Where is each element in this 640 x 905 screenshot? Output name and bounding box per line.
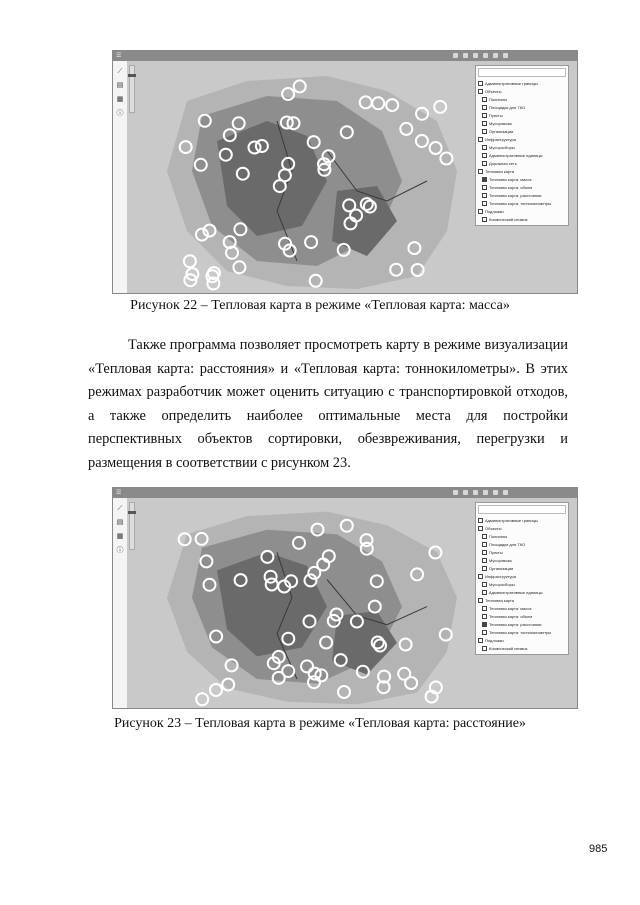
figure-22-heat-map-mass	[112, 50, 578, 294]
layer-label: Тепловая карта: расстояния	[489, 622, 542, 627]
layer-item[interactable]	[478, 176, 566, 184]
layer-label: Тепловая карта	[485, 598, 515, 603]
layer-item[interactable]	[478, 525, 566, 533]
layer-checkbox[interactable]	[478, 638, 483, 643]
layer-item[interactable]	[478, 597, 566, 605]
toolbar-button[interactable]	[473, 490, 478, 495]
layer-item[interactable]	[478, 589, 566, 597]
layer-checkbox[interactable]	[482, 582, 487, 587]
layer-label: Тепловая карта: расстояния	[489, 193, 542, 198]
layer-checkbox[interactable]	[482, 185, 487, 190]
layer-label: Тепловая карта: масса	[489, 177, 532, 182]
layer-label: Мусоровозы	[489, 121, 513, 126]
layer-label: Мусоросборы	[489, 582, 515, 587]
toolbar-button[interactable]	[463, 490, 468, 495]
layer-item[interactable]	[478, 192, 566, 200]
layer-label: Космический снимок	[489, 217, 528, 222]
layer-checkbox[interactable]	[482, 630, 487, 635]
layer-checkbox[interactable]	[478, 89, 483, 94]
layer-label: Площадки для ТКО	[489, 105, 526, 110]
layer-item[interactable]	[478, 549, 566, 557]
layer-label: Мусоросборы	[489, 145, 515, 150]
layer-label: Административные границы	[485, 81, 538, 86]
layer-item[interactable]	[478, 136, 566, 144]
menu-icon[interactable]: ☰	[116, 52, 122, 59]
zoom-knob[interactable]	[128, 511, 136, 514]
layers-icon[interactable]: ▤	[116, 518, 124, 526]
left-toolbar	[113, 498, 128, 708]
layer-label: Объекты	[485, 89, 502, 94]
layer-checkbox[interactable]	[482, 542, 487, 547]
layer-label: Тепловая карта: тоннокилометры	[489, 630, 552, 635]
layer-checkbox[interactable]	[482, 121, 487, 126]
layer-item[interactable]	[478, 80, 566, 88]
layer-label: Административные единицы	[489, 590, 543, 595]
layers-panel	[475, 502, 569, 655]
body-paragraph-block	[88, 334, 568, 476]
layer-checkbox[interactable]	[482, 153, 487, 158]
left-toolbar	[113, 61, 128, 293]
layer-item[interactable]	[478, 621, 566, 629]
info-icon[interactable]: ⓘ	[116, 546, 124, 554]
layer-label: Тепловая карта: масса	[489, 606, 532, 611]
layer-item[interactable]	[478, 517, 566, 525]
layer-label: Пункты	[489, 113, 503, 118]
layer-item[interactable]	[478, 573, 566, 581]
body-paragraph: Также программа позволяет просмотреть карту в режиме визуализации «Тепловая карта: расстояния» и «Тепловая карта: тоннокилометры». В этих режимах разработчик может оценить ситуацию с транспортировкой отходов, а также определить наиболее оптимальные места для постройки перспективных объектов сортировки, обезвреживания, перегрузки и размещения в соответствии с рисунком 23.	[88, 337, 568, 471]
layer-item[interactable]	[478, 144, 566, 152]
layer-item[interactable]	[478, 541, 566, 549]
ruler-icon[interactable]: ⟋	[117, 504, 123, 512]
layer-item[interactable]	[478, 112, 566, 120]
layers-list	[476, 79, 568, 225]
layer-label: Дорожная сеть	[489, 161, 517, 166]
page-number: 985	[589, 843, 608, 855]
layer-item[interactable]	[478, 88, 566, 96]
layer-label: Административные единицы	[489, 153, 543, 158]
layer-label: Организации	[489, 566, 514, 571]
layer-checkbox[interactable]	[482, 622, 487, 627]
layer-item[interactable]	[478, 168, 566, 176]
layer-item[interactable]	[478, 637, 566, 645]
layer-item[interactable]	[478, 605, 566, 613]
layer-checkbox[interactable]	[482, 177, 487, 182]
layer-checkbox[interactable]	[482, 193, 487, 198]
layer-item[interactable]	[478, 645, 566, 653]
layer-item[interactable]	[478, 533, 566, 541]
layer-item[interactable]	[478, 120, 566, 128]
ruler-icon[interactable]: ⟋	[117, 67, 123, 75]
toolbar-button[interactable]	[483, 53, 488, 58]
layer-label: Подложки	[485, 638, 504, 643]
layer-checkbox[interactable]	[482, 145, 487, 150]
layer-item[interactable]	[478, 557, 566, 565]
layer-checkbox[interactable]	[482, 550, 487, 555]
layer-item[interactable]	[478, 152, 566, 160]
zoom-knob[interactable]	[128, 74, 136, 77]
layer-item[interactable]	[478, 184, 566, 192]
print-icon[interactable]: ▦	[116, 95, 124, 103]
layer-checkbox[interactable]	[482, 129, 487, 134]
layer-item[interactable]	[478, 629, 566, 637]
layer-item[interactable]	[478, 160, 566, 168]
zoom-slider[interactable]	[129, 502, 135, 550]
layer-label: Организации	[489, 129, 514, 134]
layer-item[interactable]	[478, 208, 566, 216]
map-app-screenshot	[113, 51, 577, 293]
layer-checkbox[interactable]	[482, 646, 487, 651]
toolbar-button[interactable]	[483, 490, 488, 495]
toolbar-button[interactable]	[503, 53, 508, 58]
layer-checkbox[interactable]	[482, 614, 487, 619]
toolbar-button[interactable]	[503, 490, 508, 495]
layer-label: Тепловая карта: тоннокилометры	[489, 201, 552, 206]
layer-item[interactable]	[478, 96, 566, 104]
layer-item[interactable]	[478, 613, 566, 621]
layer-label: Пункты	[489, 550, 503, 555]
layers-list	[476, 516, 568, 654]
toolbar-button[interactable]	[453, 53, 458, 58]
toolbar-button[interactable]	[453, 490, 458, 495]
layer-checkbox[interactable]	[478, 526, 483, 531]
layer-label: Полигоны	[489, 97, 508, 102]
layer-item[interactable]	[478, 565, 566, 573]
layer-label: Тепловая карта: объем	[489, 614, 533, 619]
layer-label: Инфраструктура	[485, 137, 516, 142]
layer-checkbox[interactable]	[482, 161, 487, 166]
layer-checkbox[interactable]	[482, 105, 487, 110]
layer-label: Полигоны	[489, 534, 508, 539]
layer-checkbox[interactable]	[478, 209, 483, 214]
toolbar-button[interactable]	[463, 53, 468, 58]
layer-label: Подложки	[485, 209, 504, 214]
layer-label: Площадки для ТКО	[489, 542, 526, 547]
layer-item[interactable]	[478, 200, 566, 208]
layer-checkbox[interactable]	[478, 574, 483, 579]
figure-23-heat-map-distance	[112, 487, 578, 709]
figure-23-caption: Рисунок 23 – Тепловая карта в режиме «Тепловая карта: расстояние»	[114, 716, 526, 731]
layer-item[interactable]	[478, 581, 566, 589]
toolbar-button[interactable]	[473, 53, 478, 58]
layer-checkbox[interactable]	[478, 137, 483, 142]
app-header-bar	[113, 488, 577, 498]
zoom-slider[interactable]	[129, 65, 135, 113]
toolbar-button[interactable]	[493, 490, 498, 495]
layers-panel	[475, 65, 569, 226]
figure-22-caption: Рисунок 22 – Тепловая карта в режиме «Тепловая карта: масса»	[130, 298, 510, 313]
layer-label: Инфраструктура	[485, 574, 516, 579]
layer-label: Административные границы	[485, 518, 538, 523]
layers-search-input[interactable]	[478, 505, 566, 514]
menu-icon[interactable]: ☰	[116, 489, 122, 496]
layer-checkbox[interactable]	[482, 201, 487, 206]
layer-checkbox[interactable]	[482, 113, 487, 118]
map-app-screenshot	[113, 488, 577, 708]
layer-item[interactable]	[478, 104, 566, 112]
layer-checkbox[interactable]	[482, 217, 487, 222]
layer-label: Космический снимок	[489, 646, 528, 651]
layer-checkbox[interactable]	[478, 169, 483, 174]
layer-label: Мусоровозы	[489, 558, 513, 563]
layer-checkbox[interactable]	[478, 518, 483, 523]
layer-item[interactable]	[478, 216, 566, 224]
info-icon[interactable]: ⓘ	[116, 109, 124, 117]
layer-label: Тепловая карта: объем	[489, 185, 533, 190]
layer-checkbox[interactable]	[478, 598, 483, 603]
layer-checkbox[interactable]	[482, 590, 487, 595]
layer-checkbox[interactable]	[478, 81, 483, 86]
layer-checkbox[interactable]	[482, 606, 487, 611]
layers-search-input[interactable]	[478, 68, 566, 77]
layer-checkbox[interactable]	[482, 97, 487, 102]
layer-label: Объекты	[485, 526, 502, 531]
layer-checkbox[interactable]	[482, 534, 487, 539]
layer-checkbox[interactable]	[482, 566, 487, 571]
print-icon[interactable]: ▦	[116, 532, 124, 540]
layer-item[interactable]	[478, 128, 566, 136]
layer-checkbox[interactable]	[482, 558, 487, 563]
toolbar-button[interactable]	[493, 53, 498, 58]
layer-label: Тепловая карта	[485, 169, 515, 174]
app-header-bar	[113, 51, 577, 61]
layers-icon[interactable]: ▤	[116, 81, 124, 89]
